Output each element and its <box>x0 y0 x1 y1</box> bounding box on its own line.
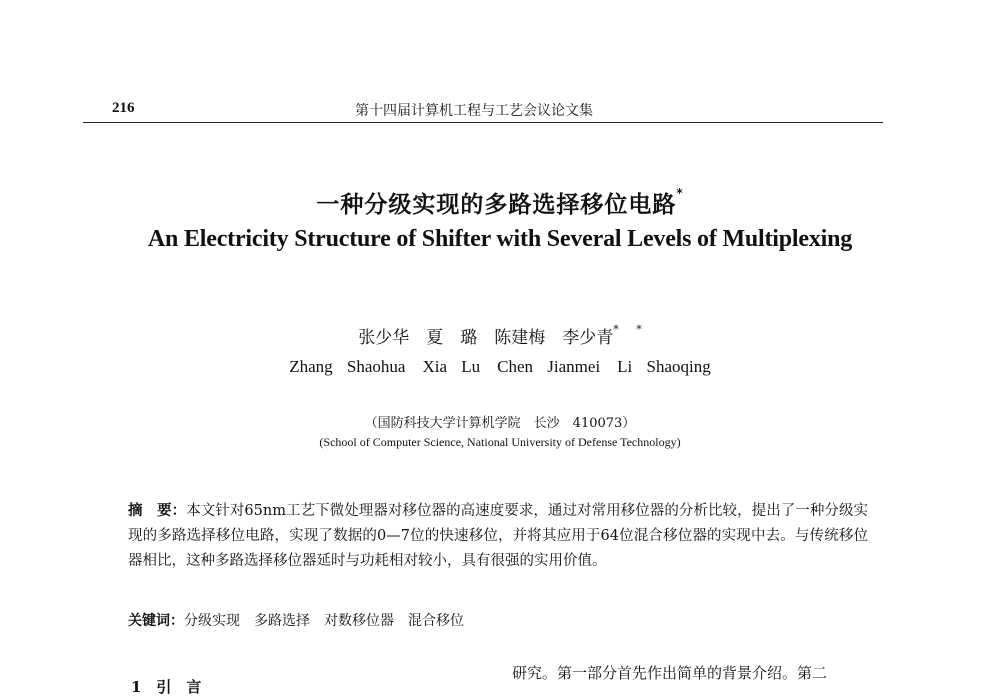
header-rule <box>83 122 883 123</box>
keywords <box>128 610 478 630</box>
page-number: 216 <box>112 100 135 116</box>
author-footnote-mark: * * <box>613 323 642 336</box>
title-chinese-text: 一种分级实现的多路选择移位电路 <box>316 192 677 218</box>
affiliation-english: (School of Computer Science, National University of Defense Technology) <box>319 435 681 449</box>
affiliation-chinese: （国防科技大学计算机学院 长沙 410073） <box>364 416 636 431</box>
keyword-item: 多路选择 <box>254 613 310 629</box>
keyword-item: 对数移位器 <box>324 613 394 629</box>
keyword-item: 混合移位 <box>408 613 464 629</box>
authors-chinese <box>0 323 1000 348</box>
abstract-text: 本文针对65nm工艺下微处理器对移位器的高速度要求，通过对常用移位器的分析比较，提出了一种分级实现的多路选择移位电路，实现了数据的0—7位的快速移位，并将其应用于64位混合移位器的实现中去。与传统移位器相比，这种多路选择移位器延时与功耗相对较小，具有很强的实用价值。 <box>128 503 869 569</box>
running-head: 第十四届计算机工程与工艺会议论文集 <box>355 103 593 119</box>
paper-title-english: An Electricity Structure of Shifter with Several Levels of Multiplexing <box>147 226 853 252</box>
abstract-label: 摘 要： <box>128 502 187 519</box>
keyword-item: 分级实现 <box>184 613 240 629</box>
keywords-label: 关键词： <box>128 613 184 629</box>
authors-chinese-text: 张少华 夏 璐 陈建梅 李少青 <box>358 328 614 348</box>
authors-english: Zhang Shaohua Xia Lu Chen Jianmei Li Shaoqing <box>289 357 711 376</box>
body-text-right-column: 研究。第一部分首先作出简单的背景介绍。第二 <box>512 664 828 682</box>
title-footnote-mark: * <box>676 186 684 200</box>
abstract <box>128 498 868 574</box>
section-heading-partial: 1 引 言 <box>131 678 202 696</box>
paper-title-chinese <box>0 186 1000 219</box>
